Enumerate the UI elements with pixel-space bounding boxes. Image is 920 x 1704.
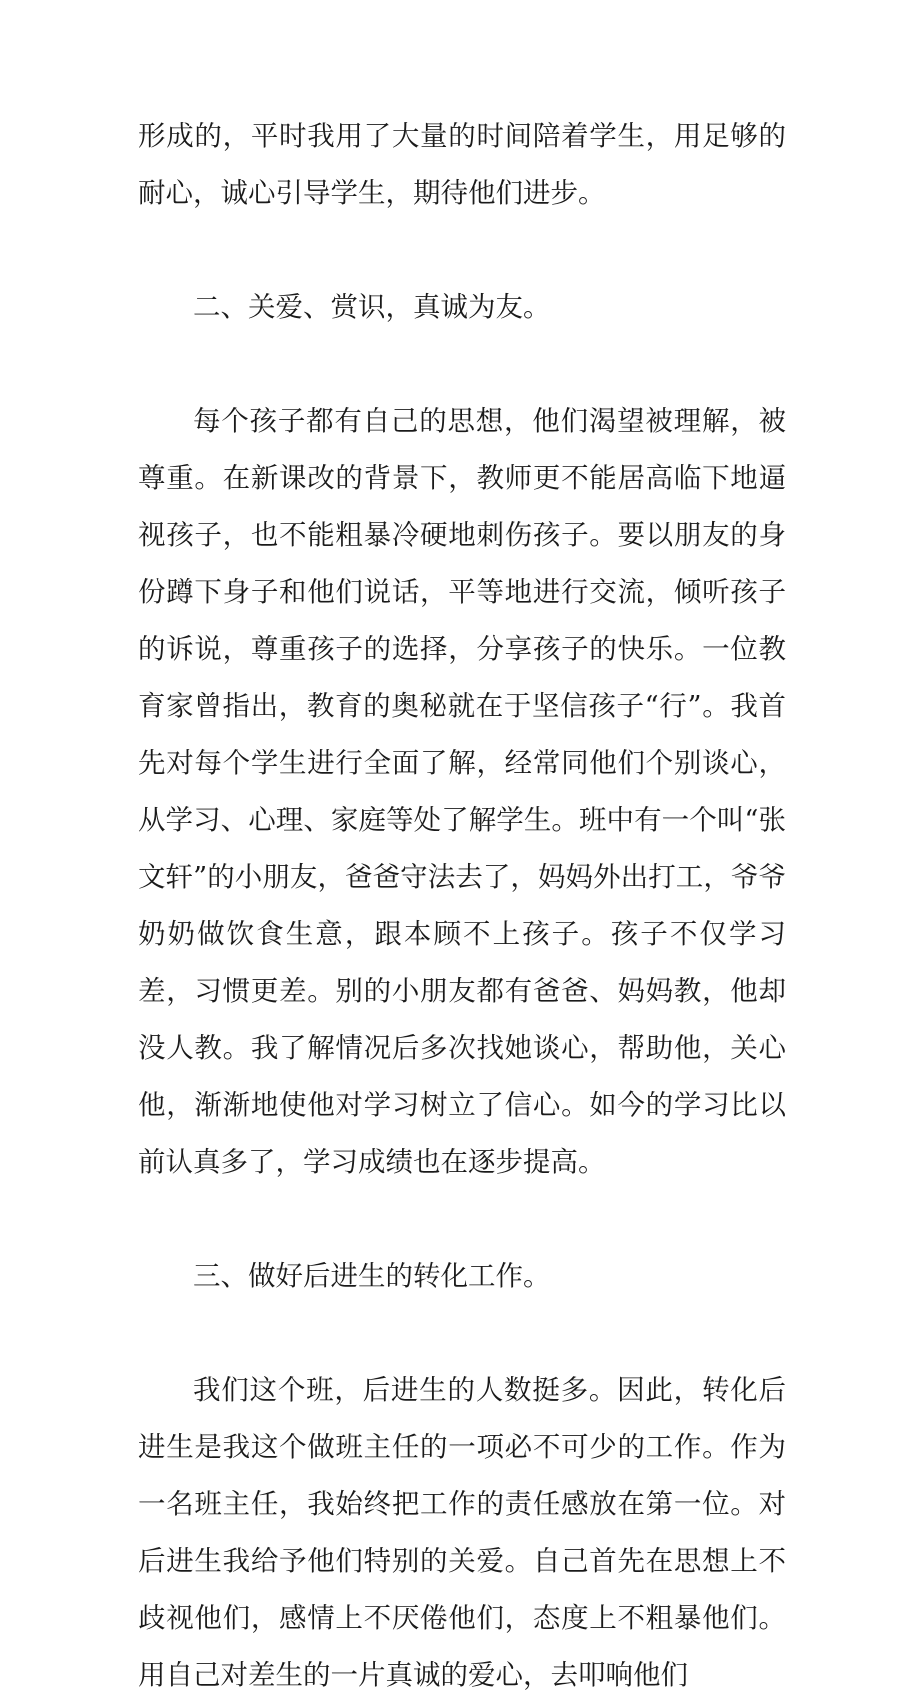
block-spacer [138,222,786,279]
block-spacer [138,1305,786,1362]
section-two-body-paragraph: 每个孩子都有自己的思想，他们渴望被理解，被尊重。在新课改的背景下，教师更不能居高临下地逼视孩子，也不能粗暴冷硬地刺伤孩子。要以朋友的身份蹲下身子和他们说话，平等地进行交流，倾听孩子的诉说，尊重孩子的选择，分享孩子的快乐。一位教育家曾指出，教育的奥秘就在于坚信孩子“行”。我首先对每个学生进行全面了解，经常同他们个别谈心，从学习、心理、家庭等处了解学生。班中有一个叫“张文轩”的小朋友，爸爸守法去了，妈妈外出打工，爷爷奶奶做饮食生意，跟本顾不上孩子。孩子不仅学习差，习惯更差。别的小朋友都有爸爸、妈妈教，他却没人教。我了解情况后多次找她谈心，帮助他，关心他，渐渐地使他对学习树立了信心。如今的学习比以前认真多了，学习成绩也在逐步提高。 [138,405,786,1178]
document-text-column [138,108,786,1704]
section-heading-three: 三、做好后进生的转化工作。 [193,1260,551,1292]
section-three-body-paragraph: 我们这个班，后进生的人数挺多。因此，转化后进生是我这个做班主任的一项必不可少的工作。作为一名班主任，我始终把工作的责任感放在第一位。对后进生我给予他们特别的关爱。自己首先在思想上不歧视他们，感情上不厌倦他们，态度上不粗暴他们。用自己对差生的一片真诚的爱心，去叩响他们 [138,1374,786,1691]
section-heading-two: 二、关爱、赏识，真诚为友。 [193,291,551,323]
block-spacer [138,1191,786,1248]
block-spacer [138,336,786,393]
paragraph-continued-from-previous-page: 形成的，平时我用了大量的时间陪着学生，用足够的耐心，诚心引导学生，期待他们进步。 [138,120,786,209]
